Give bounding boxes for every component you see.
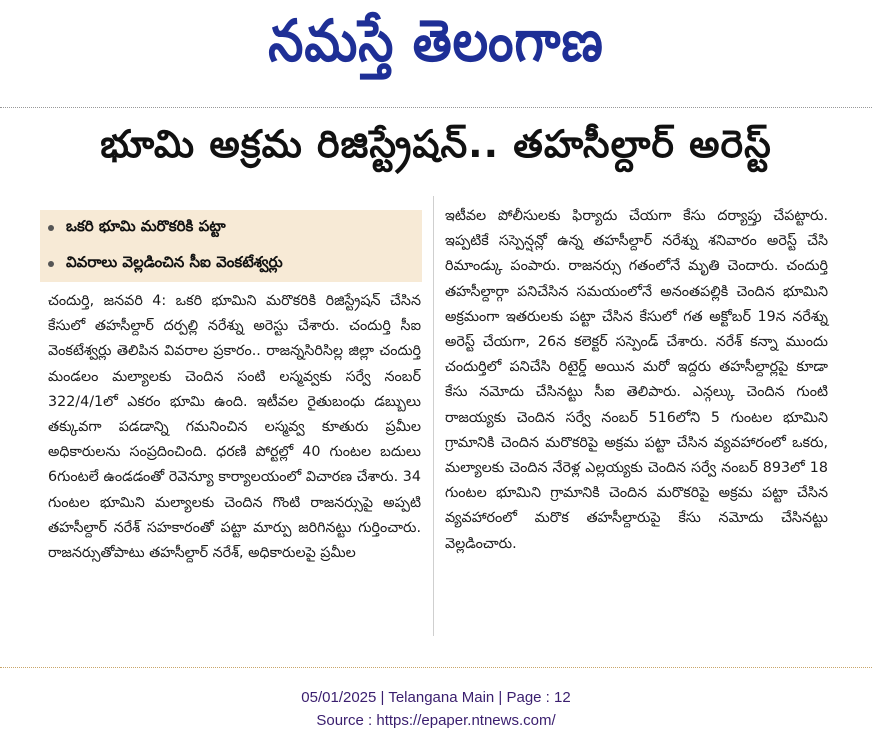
highlight-text: వివరాలు వెల్లడించిన సీఐ వెంకటేశ్వర్లు <box>66 253 283 271</box>
column-divider <box>433 196 434 636</box>
article-headline: భూమి అక్రమ రిజిస్ట్రేషన్.. తహసీల్దార్ అరెస్ట్ <box>100 122 772 166</box>
masthead <box>0 0 872 96</box>
masthead-divider <box>0 107 872 108</box>
highlight-item <box>40 210 422 246</box>
article-column-right <box>445 204 828 557</box>
article-text-right: ఇటీవల పోలీసులకు ఫిర్యాదు చేయగా కేసు దర్యాప్తు చేపట్టారు. ఇప్పటికే సస్పెన్షన్లో ఉన్న తహసీల్దార్ నరేశ్ను శనివారం అరెస్ట్ చేసి రిమాండ్కు పంపారు. రాజనర్సు గతంలోనే మృతి చెందారు. చందుర్తి తహసీల్దార్గా పనిచేసిన సమయంలోనే అనంతపల్లికి చెందిన భూమిని అక్రమంగా ఇతరులకు పట్టా చేసిన కేసులో గత అక్టోబర్ 19న నరేశ్ను అరెస్ట్ చేయగా, 26న కలెక్టర్ సస్పెండ్ చేశారు. నరేశ్ కన్నా ముందు చందుర్తిలో పనిచేసి రిటైర్డ్ అయిన మరో ఇద్దరు తహసీల్దార్లపై కూడా కేసు నమోదు చేసినట్టు సీఐ తెలిపారు. ఎన్గల్కు చెందిన గుంటి రాజయ్యకు చెందిన సర్వే నంబర్ 516లోని 5 గుంటల భూమిని గ్రామానికి చెందిన మరొకరిపై అక్రమ పట్టా చేసిన వ్యవహారంలో ఒకరు, మల్యాలకు చెందిన నేరెళ్ల ఎల్లయ్యకు చెందిన సర్వే నంబర్ 893లో 18 గుంటల భూమిని గ్రామానికి చెందిన మరొకరిపై అక్రమ పట్టా చేసిన వ్యవహారంలో మరొక తహసీల్దారుపై కేసు నమోదు చేసినట్టు వెల్లడించారు. <box>445 208 828 552</box>
bullet-dot-icon <box>48 261 54 267</box>
highlight-text: ఒకరి భూమి మరొకరికి పట్టా <box>66 217 226 235</box>
article-text-left: చందుర్తి, జనవరి 4: ఒకరి భూమిని మరొకరికి రిజిస్ట్రేషన్ చేసిన కేసులో తహసీల్దార్ దర్పల్లి నరేశ్ను అరెస్టు చేశారు. చందుర్తి సీఐ వెంకటేశ్వర్లు తెలిపిన వివరాల ప్రకారం.. రాజన్నసిరిసిల్ల జిల్లా చందుర్తి మండలం మల్యాలకు చెందిన సంటి లస్మవ్వకు సర్వే నంబర్ 322/4/1లో ఎకరం భూమి ఉంది. ఇటీవల రైతుబంధు డబ్బులు తక్కువగా పడడాన్ని గమనించిన లస్మవ్వ కూతురు ప్రమీల అధికారులను సంప్రదించింది. ధరణి పోర్టల్లో 40 గుంటల బదులు 6గుంటలే ఉండడంతో రెవెన్యూ కార్యాలయంలో విచారణ చేశారు. 34 గుంటల భూమిని మల్యాలకు చెందిన గొంటి రాజనర్సుపై అప్పటి తహసీల్దార్ నరేశ్ సహకారంతో పట్టా మార్పు జరిగినట్టు గుర్తించారు. రాజనర్సుతోపాటు తహసీల్దార్ నరేశ్, అధికారులపై ప్రమీల <box>48 293 421 562</box>
highlights-box <box>40 210 422 282</box>
bullet-dot-icon <box>48 225 54 231</box>
footer-divider <box>0 667 872 668</box>
footer-dateline: 05/01/2025 | Telangana Main | Page : 12 <box>301 689 571 706</box>
article-column-left <box>48 289 421 566</box>
highlight-item <box>40 246 422 282</box>
footer-source: Source : https://epaper.ntnews.com/ <box>316 712 556 729</box>
newspaper-logo: నమస్తే తెలంగాణ <box>268 7 604 74</box>
footer <box>0 686 872 732</box>
